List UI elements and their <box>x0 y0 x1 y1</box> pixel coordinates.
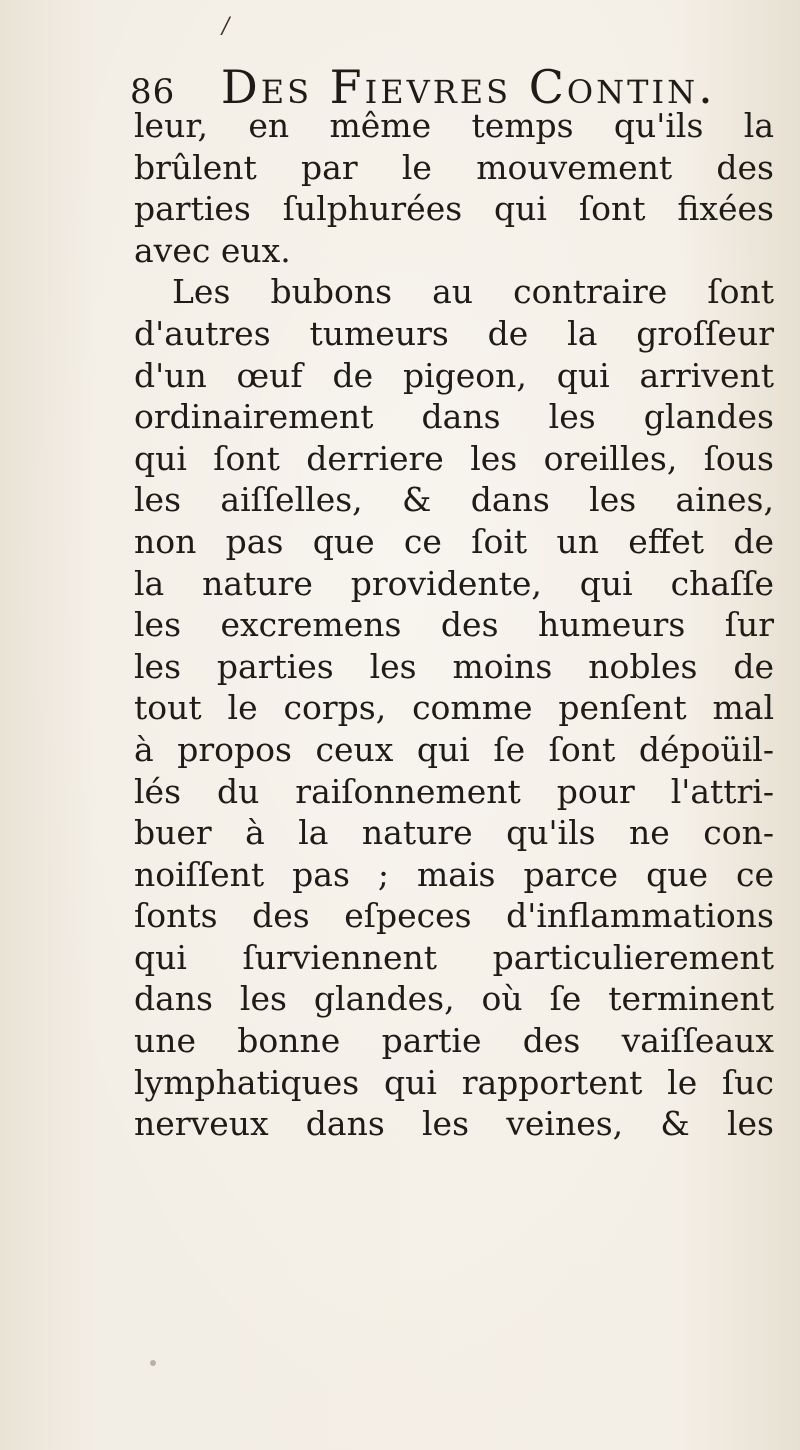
text-line: parties ſulphurées qui ſont fixées <box>134 189 774 229</box>
text-line: tout le corps, comme penſent mal <box>134 688 774 728</box>
text-line: à propos ceux qui ſe ſont dépoüil- <box>134 729 774 769</box>
text-line: qui ſurviennent particulierement <box>134 937 774 977</box>
text-line: les aiſſelles, & dans les aines, <box>134 480 774 520</box>
text-line: Les bubons au contraire ſont <box>172 272 774 312</box>
text-line: leur, en même temps qu'ils la <box>134 106 774 145</box>
text-line: avec eux. <box>134 230 291 270</box>
stray-ink-mark: / <box>222 14 230 39</box>
text-line: qui ſont derriere les oreilles, ſous <box>134 438 774 478</box>
text-line: la nature providente, qui chaſſe <box>134 563 774 603</box>
text-line: nerveux dans les veines, & les <box>134 1104 774 1144</box>
text-line: noiſſent pas ; mais parce que ce <box>134 854 774 894</box>
text-line: dans les glandes, où ſe terminent <box>134 979 774 1019</box>
text-line: lés du raiſonnement pour l'attri- <box>134 771 774 811</box>
text-line: ſonts des eſpeces d'inflammations <box>134 896 774 936</box>
text-line: une bonne partie des vaiſſeaux <box>134 1021 774 1061</box>
text-line: les excremens des humeurs ſur <box>134 605 774 645</box>
text-line: d'autres tumeurs de la groſſeur <box>134 313 774 353</box>
text-line: brûlent par le mouvement des <box>134 147 774 187</box>
text-line: lymphatiques qui rapportent le ſuc <box>134 1062 774 1102</box>
text-line: buer à la nature qu'ils ne con- <box>134 813 774 853</box>
text-line: ordinairement dans les glandes <box>134 397 774 437</box>
text-line: d'un œuf de pigeon, qui arrivent <box>134 355 774 395</box>
page-number: 86 <box>130 72 176 112</box>
running-title: Des Fievres Contin. <box>220 60 716 114</box>
text-line: non pas que ce ſoit un effet de <box>134 521 774 561</box>
paper-speck <box>150 1360 156 1366</box>
body-text <box>134 105 774 1145</box>
text-line: les parties les moins nobles de <box>134 646 774 686</box>
